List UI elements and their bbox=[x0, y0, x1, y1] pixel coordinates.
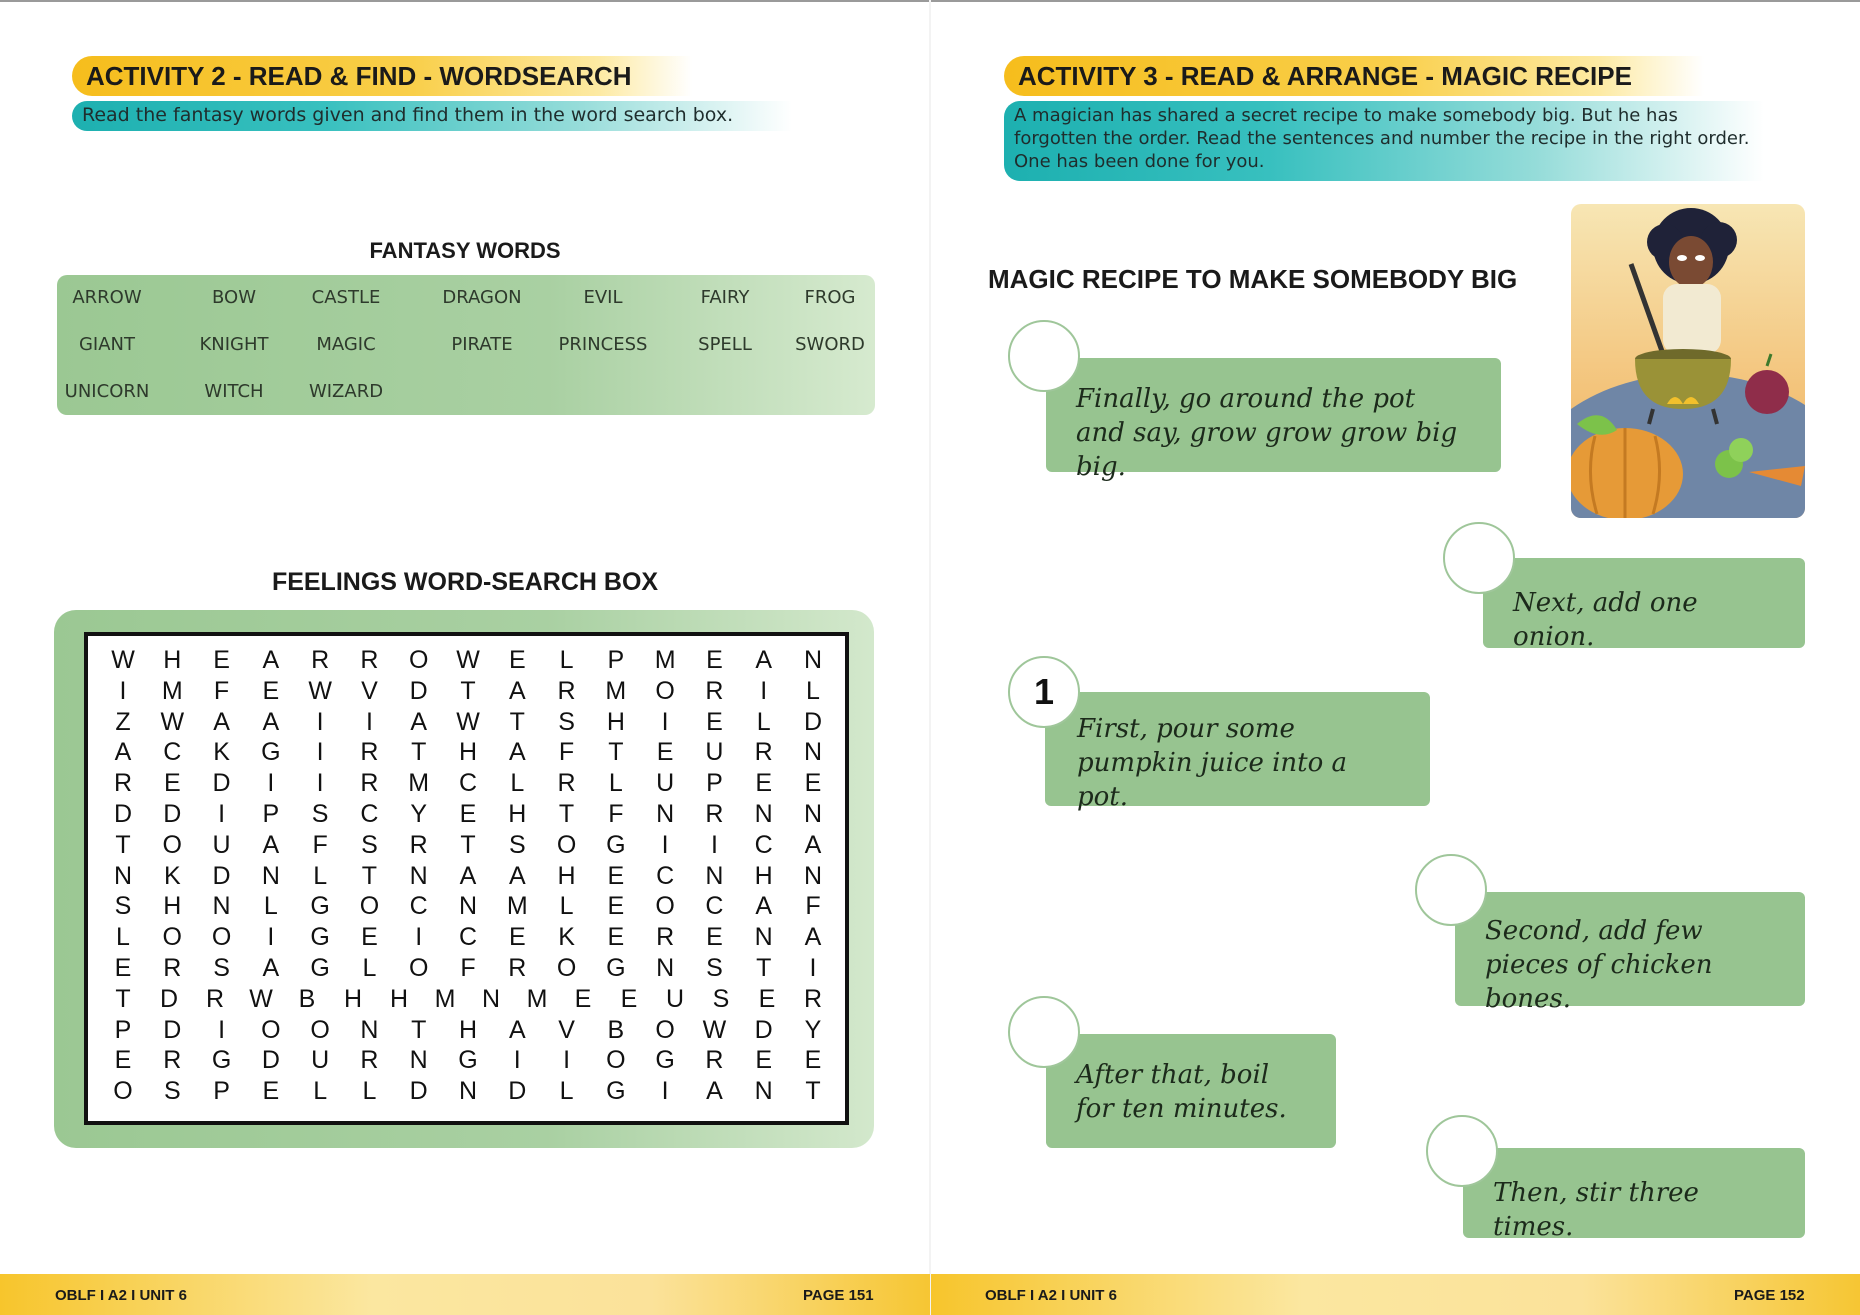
magician-cooking-image bbox=[1571, 204, 1805, 518]
grid-letter[interactable]: H bbox=[389, 984, 409, 1013]
grid-letter[interactable]: W bbox=[456, 646, 480, 674]
grid-letter[interactable]: T bbox=[460, 830, 476, 859]
grid-letter[interactable]: E bbox=[508, 923, 526, 952]
grid-letter[interactable]: S bbox=[706, 954, 723, 982]
grid-row bbox=[106, 646, 831, 676]
grid-letter[interactable]: H bbox=[163, 892, 182, 921]
grid-letter[interactable]: D bbox=[261, 1046, 280, 1075]
grid-letter[interactable]: I bbox=[661, 1077, 669, 1106]
grid-letter[interactable]: A bbox=[262, 707, 280, 736]
grid-letter[interactable]: I bbox=[513, 1046, 521, 1075]
recipe-step-card bbox=[1463, 1148, 1805, 1242]
grid-letter[interactable]: N bbox=[409, 1046, 428, 1075]
grid-letter[interactable]: E bbox=[459, 800, 477, 828]
grid-letter[interactable]: E bbox=[114, 954, 132, 982]
grid-letter[interactable]: E bbox=[213, 646, 230, 674]
grid-letter[interactable]: U bbox=[212, 830, 231, 859]
grid-letter[interactable]: T bbox=[361, 861, 378, 890]
grid-letter[interactable]: O bbox=[261, 1015, 281, 1044]
grid-letter[interactable]: N bbox=[754, 800, 773, 828]
grid-letter[interactable]: I bbox=[119, 676, 127, 705]
grid-row bbox=[106, 769, 831, 799]
fantasy-word: GIANT bbox=[78, 334, 136, 355]
grid-letter[interactable]: S bbox=[508, 830, 526, 859]
fantasy-word: FAIRY bbox=[700, 287, 750, 308]
grid-letter[interactable]: T bbox=[509, 707, 525, 736]
fantasy-word: DRAGON bbox=[442, 287, 522, 308]
grid-letter[interactable]: O bbox=[408, 646, 429, 674]
grid-letter[interactable]: D bbox=[508, 1077, 527, 1106]
fantasy-word: WIZARD bbox=[308, 381, 384, 402]
grid-letter[interactable]: E bbox=[620, 984, 638, 1013]
grid-letter[interactable]: U bbox=[665, 984, 685, 1013]
grid-letter[interactable]: E bbox=[262, 676, 280, 705]
grid-letter[interactable]: T bbox=[558, 800, 575, 828]
grid-letter[interactable]: A bbox=[508, 738, 526, 767]
grid-letter[interactable]: E bbox=[508, 646, 526, 674]
grid-letter[interactable]: S bbox=[163, 1077, 181, 1106]
recipe-step-text: After that, boil for ten minutes. bbox=[1076, 1060, 1287, 1124]
grid-letter[interactable]: R bbox=[754, 738, 773, 767]
grid-letter[interactable]: E bbox=[262, 1077, 280, 1106]
grid-letter[interactable]: N bbox=[360, 1015, 379, 1044]
grid-letter[interactable]: I bbox=[809, 954, 817, 982]
grid-letter[interactable]: G bbox=[655, 1046, 675, 1075]
grid-letter[interactable]: E bbox=[755, 769, 773, 798]
grid-letter[interactable]: D bbox=[409, 676, 428, 705]
grid-letter[interactable]: N bbox=[656, 954, 675, 982]
grid-row bbox=[106, 677, 831, 707]
word-search-heading: FEELINGS WORD-SEARCH BOX bbox=[271, 568, 659, 596]
recipe-step-text: Then, stir three times. bbox=[1493, 1178, 1699, 1242]
grid-letter[interactable]: E bbox=[706, 707, 723, 736]
activity-3-instruction: A magician has shared a secret recipe to make somebody big. But he has forgotten the order. Read the sentences and number the recipe in the right order. One has been done for you. bbox=[1004, 101, 1764, 181]
grid-letter[interactable]: K bbox=[163, 861, 181, 890]
grid-row bbox=[106, 1016, 831, 1046]
grid-letter[interactable]: L bbox=[362, 1077, 377, 1106]
grid-letter[interactable]: R bbox=[409, 830, 428, 859]
grid-letter[interactable]: P bbox=[114, 1015, 132, 1044]
grid-letter[interactable]: R bbox=[705, 800, 724, 828]
grid-letter[interactable]: I bbox=[218, 800, 226, 828]
grid-letter[interactable]: S bbox=[558, 707, 575, 736]
grid-letter[interactable]: R bbox=[705, 1046, 724, 1075]
grid-letter[interactable]: E bbox=[804, 769, 822, 798]
grid-letter[interactable]: I bbox=[563, 1046, 571, 1075]
grid-row bbox=[106, 738, 831, 768]
grid-letter[interactable]: W bbox=[111, 646, 135, 674]
activity-2-instruction: Read the fantasy words given and find them in the word search box. bbox=[72, 101, 792, 131]
fantasy-word: PRINCESS bbox=[558, 334, 648, 355]
grid-letter[interactable]: H bbox=[458, 738, 478, 767]
grid-letter[interactable]: I bbox=[710, 830, 718, 859]
grid-letter[interactable]: O bbox=[655, 676, 675, 705]
grid-letter[interactable]: C bbox=[409, 892, 428, 921]
grid-letter[interactable]: Z bbox=[115, 707, 131, 736]
grid-row bbox=[106, 985, 831, 1015]
fantasy-word: SPELL bbox=[698, 334, 752, 355]
grid-letter[interactable]: U bbox=[311, 1046, 330, 1075]
grid-letter[interactable]: N bbox=[705, 861, 724, 890]
grid-letter[interactable]: A bbox=[755, 892, 773, 921]
grid-letter[interactable]: N bbox=[754, 923, 773, 952]
grid-letter[interactable]: I bbox=[760, 676, 768, 705]
grid-letter[interactable]: R bbox=[803, 984, 823, 1013]
grid-letter[interactable]: A bbox=[508, 676, 526, 705]
fantasy-word: WITCH bbox=[204, 381, 264, 402]
grid-row bbox=[106, 892, 831, 922]
grid-letter[interactable]: R bbox=[705, 676, 724, 705]
magician-illustration bbox=[1571, 204, 1805, 518]
grid-letter[interactable]: F bbox=[805, 892, 821, 921]
grid-letter[interactable]: R bbox=[360, 646, 379, 674]
grid-letter[interactable]: N bbox=[409, 861, 428, 890]
grid-letter[interactable]: E bbox=[758, 984, 776, 1013]
grid-letter[interactable]: L bbox=[313, 1077, 328, 1106]
grid-letter[interactable]: V bbox=[361, 676, 378, 705]
grid-letter[interactable]: O bbox=[408, 954, 429, 982]
grid-letter[interactable]: M bbox=[408, 769, 430, 798]
grid-letter[interactable]: L bbox=[263, 892, 278, 921]
grid-letter[interactable]: L bbox=[510, 769, 525, 798]
grid-letter[interactable]: T bbox=[411, 738, 427, 767]
grid-letter[interactable]: T bbox=[115, 984, 131, 1013]
grid-letter[interactable]: K bbox=[213, 738, 230, 767]
grid-letter[interactable]: N bbox=[803, 800, 823, 828]
grid-letter[interactable]: A bbox=[459, 861, 477, 890]
recipe-step-number-box[interactable] bbox=[1426, 1115, 1498, 1187]
grid-letter[interactable]: A bbox=[755, 646, 773, 674]
grid-letter[interactable]: R bbox=[360, 769, 379, 798]
recipe-step-card bbox=[1483, 558, 1805, 652]
grid-letter[interactable]: I bbox=[365, 707, 373, 736]
grid-letter[interactable]: O bbox=[655, 1015, 675, 1044]
fantasy-word: PIRATE bbox=[451, 334, 513, 355]
grid-letter[interactable]: E bbox=[607, 923, 625, 952]
grid-letter[interactable]: A bbox=[706, 1077, 723, 1106]
recipe-step-number-box[interactable]: 1 bbox=[1008, 656, 1080, 728]
grid-letter[interactable]: D bbox=[212, 769, 231, 798]
grid-letter[interactable]: I bbox=[661, 707, 669, 736]
grid-letter[interactable]: G bbox=[458, 1046, 478, 1075]
grid-letter[interactable]: C bbox=[163, 738, 182, 767]
grid-letter[interactable]: H bbox=[343, 984, 363, 1013]
recipe-step-text: First, pour some pumpkin juice into a pot. bbox=[1077, 714, 1348, 812]
grid-letter[interactable]: G bbox=[310, 892, 330, 921]
grid-letter[interactable]: R bbox=[360, 738, 379, 767]
grid-letter[interactable]: E bbox=[114, 1046, 132, 1075]
grid-letter[interactable]: I bbox=[267, 923, 275, 952]
grid-letter[interactable]: E bbox=[656, 738, 674, 767]
grid-letter[interactable]: R bbox=[163, 954, 182, 982]
footer-left-unit: OBLF I A2 I UNIT 6 bbox=[55, 1287, 187, 1304]
grid-letter[interactable]: W bbox=[702, 1015, 727, 1044]
grid-letter[interactable]: M bbox=[434, 984, 456, 1013]
word-search-grid bbox=[84, 632, 849, 1125]
grid-letter[interactable]: C bbox=[458, 769, 478, 798]
grid-letter[interactable]: W bbox=[249, 984, 273, 1013]
footer-right-unit: OBLF I A2 I UNIT 6 bbox=[985, 1287, 1117, 1304]
grid-letter[interactable]: E bbox=[163, 769, 181, 798]
grid-letter[interactable]: B bbox=[607, 1015, 625, 1044]
grid-letter[interactable]: O bbox=[655, 892, 675, 921]
grid-letter[interactable]: E bbox=[574, 984, 592, 1013]
grid-letter[interactable]: N bbox=[212, 892, 231, 921]
grid-letter[interactable]: R bbox=[205, 984, 225, 1013]
grid-letter[interactable]: L bbox=[559, 646, 574, 674]
grid-letter[interactable]: P bbox=[706, 769, 723, 798]
grid-letter[interactable]: A bbox=[262, 830, 280, 859]
grid-letter[interactable]: U bbox=[656, 769, 675, 798]
grid-letter[interactable]: C bbox=[705, 892, 724, 921]
grid-letter[interactable]: E bbox=[607, 861, 625, 890]
grid-letter[interactable]: I bbox=[316, 738, 324, 767]
grid-letter[interactable]: I bbox=[218, 1015, 226, 1044]
grid-letter[interactable]: O bbox=[211, 923, 232, 952]
grid-letter[interactable]: T bbox=[115, 830, 131, 859]
grid-letter[interactable]: W bbox=[308, 676, 332, 705]
recipe-step-card bbox=[1455, 892, 1805, 1014]
grid-letter[interactable]: H bbox=[458, 1015, 478, 1044]
grid-letter[interactable]: N bbox=[113, 861, 133, 890]
grid-letter[interactable]: N bbox=[803, 861, 823, 890]
grid-letter[interactable]: I bbox=[415, 923, 423, 952]
grid-letter[interactable]: D bbox=[163, 1015, 182, 1044]
grid-letter[interactable]: P bbox=[213, 1077, 230, 1106]
fantasy-word: UNICORN bbox=[64, 381, 150, 402]
grid-letter[interactable]: I bbox=[316, 707, 324, 736]
grid-letter[interactable]: O bbox=[113, 1077, 133, 1106]
grid-row bbox=[106, 862, 831, 892]
grid-letter[interactable]: L bbox=[756, 707, 771, 736]
grid-letter[interactable]: R bbox=[557, 676, 576, 705]
grid-letter[interactable]: D bbox=[159, 984, 179, 1013]
grid-letter[interactable]: L bbox=[806, 676, 820, 705]
grid-letter[interactable]: F bbox=[608, 800, 624, 828]
grid-letter[interactable]: D bbox=[803, 707, 823, 736]
grid-letter[interactable]: R bbox=[656, 923, 675, 952]
grid-letter[interactable]: F bbox=[213, 676, 230, 705]
grid-letter[interactable]: F bbox=[558, 738, 575, 767]
grid-letter[interactable]: G bbox=[261, 738, 281, 767]
grid-letter[interactable]: L bbox=[608, 769, 623, 798]
grid-letter[interactable]: S bbox=[114, 892, 132, 921]
grid-letter[interactable]: E bbox=[804, 1046, 822, 1075]
grid-letter[interactable]: A bbox=[804, 923, 822, 952]
grid-letter[interactable]: A bbox=[508, 1015, 526, 1044]
grid-letter[interactable]: N bbox=[656, 800, 675, 828]
grid-letter[interactable]: E bbox=[607, 892, 625, 921]
fantasy-word: ARROW bbox=[72, 287, 142, 308]
grid-letter[interactable]: C bbox=[754, 830, 773, 859]
grid-letter[interactable]: G bbox=[310, 954, 330, 982]
grid-letter[interactable]: F bbox=[312, 830, 328, 859]
recipe-step-text: Next, add one onion. bbox=[1513, 588, 1698, 652]
recipe-step-text: Second, add few pieces of chicken bones. bbox=[1485, 916, 1713, 1014]
grid-letter[interactable]: N bbox=[261, 861, 280, 890]
grid-letter[interactable]: I bbox=[661, 830, 669, 859]
grid-letter[interactable]: I bbox=[267, 769, 275, 798]
recipe-step-text: Finally, go around the pot and say, grow grow grow big big. bbox=[1076, 384, 1458, 482]
grid-letter[interactable]: A bbox=[213, 707, 230, 736]
grid-letter[interactable]: T bbox=[756, 954, 772, 982]
grid-row bbox=[106, 954, 831, 984]
grid-letter[interactable]: C bbox=[360, 800, 379, 828]
grid-letter[interactable]: H bbox=[754, 861, 773, 890]
grid-letter[interactable]: I bbox=[316, 769, 324, 798]
footer-right-page-number: PAGE 152 bbox=[1734, 1287, 1805, 1304]
activity-3-title: ACTIVITY 3 - READ & ARRANGE - MAGIC RECIPE bbox=[1004, 56, 1704, 96]
grid-letter[interactable]: D bbox=[409, 1077, 428, 1106]
grid-letter[interactable]: A bbox=[804, 830, 822, 859]
grid-letter[interactable]: T bbox=[411, 1015, 427, 1044]
grid-letter[interactable]: D bbox=[163, 800, 182, 828]
grid-letter[interactable]: R bbox=[113, 769, 133, 798]
grid-letter[interactable]: D bbox=[212, 861, 231, 890]
grid-letter[interactable]: E bbox=[755, 1046, 773, 1075]
grid-letter[interactable]: N bbox=[458, 1077, 478, 1106]
grid-letter[interactable]: E bbox=[361, 923, 378, 952]
activity-2-title: ACTIVITY 2 - READ & FIND - WORDSEARCH bbox=[72, 56, 692, 96]
grid-letter[interactable]: S bbox=[361, 830, 378, 859]
grid-letter[interactable]: D bbox=[754, 1015, 773, 1044]
grid-row bbox=[106, 708, 831, 738]
grid-letter[interactable]: R bbox=[163, 1046, 182, 1075]
grid-letter[interactable]: R bbox=[360, 1046, 379, 1075]
grid-letter[interactable]: O bbox=[162, 923, 182, 952]
recipe-step-card bbox=[1045, 692, 1430, 812]
grid-letter[interactable]: L bbox=[559, 892, 574, 921]
fantasy-words-heading: FANTASY WORDS bbox=[369, 238, 561, 263]
grid-letter[interactable]: Y bbox=[410, 800, 428, 828]
grid-row bbox=[106, 800, 831, 830]
fantasy-word: KNIGHT bbox=[199, 334, 269, 355]
grid-letter[interactable]: W bbox=[456, 707, 480, 736]
recipe-step-number-box[interactable] bbox=[1443, 522, 1515, 594]
grid-letter[interactable]: A bbox=[114, 738, 132, 767]
grid-letter[interactable]: A bbox=[508, 861, 526, 890]
grid-letter[interactable]: N bbox=[754, 1077, 773, 1106]
grid-letter[interactable]: S bbox=[213, 954, 230, 982]
grid-letter[interactable]: C bbox=[458, 923, 478, 952]
grid-letter[interactable]: U bbox=[705, 738, 724, 767]
grid-letter[interactable]: E bbox=[706, 923, 723, 952]
grid-letter[interactable]: T bbox=[805, 1077, 821, 1106]
recipe-step-card bbox=[1046, 1034, 1336, 1148]
grid-letter[interactable]: O bbox=[606, 1046, 626, 1075]
grid-letter[interactable]: R bbox=[508, 954, 527, 982]
grid-letter[interactable]: A bbox=[410, 707, 428, 736]
grid-letter[interactable]: M bbox=[161, 676, 183, 705]
footer-left-page-number: PAGE 151 bbox=[803, 1287, 874, 1304]
recipe-step-number-box[interactable] bbox=[1415, 854, 1487, 926]
grid-letter[interactable]: E bbox=[706, 646, 723, 674]
grid-letter[interactable]: V bbox=[558, 1015, 575, 1044]
grid-letter[interactable]: O bbox=[556, 954, 577, 982]
grid-letter[interactable]: P bbox=[262, 800, 280, 828]
grid-letter[interactable]: R bbox=[557, 769, 576, 798]
grid-letter[interactable]: G bbox=[211, 1046, 232, 1075]
grid-letter[interactable]: S bbox=[712, 984, 730, 1013]
grid-letter[interactable]: M bbox=[526, 984, 548, 1013]
grid-letter[interactable]: T bbox=[460, 676, 476, 705]
fantasy-word: EVIL bbox=[583, 287, 623, 308]
grid-letter[interactable]: N bbox=[803, 646, 823, 674]
grid-letter[interactable]: G bbox=[606, 954, 626, 982]
grid-letter[interactable]: C bbox=[656, 861, 675, 890]
grid-letter[interactable]: A bbox=[262, 954, 280, 982]
grid-letter[interactable]: N bbox=[458, 892, 478, 921]
fantasy-word: SWORD bbox=[795, 334, 865, 355]
grid-row bbox=[106, 1077, 831, 1107]
grid-letter[interactable]: M bbox=[506, 892, 528, 921]
recipe-step-number-box[interactable] bbox=[1008, 996, 1080, 1068]
grid-letter[interactable]: K bbox=[558, 923, 575, 952]
grid-letter[interactable]: H bbox=[163, 646, 182, 674]
fantasy-word: MAGIC bbox=[316, 334, 376, 355]
grid-letter[interactable]: W bbox=[160, 707, 185, 736]
grid-letter[interactable]: H bbox=[557, 861, 576, 890]
grid-letter[interactable]: O bbox=[359, 892, 380, 921]
grid-letter[interactable]: O bbox=[556, 830, 577, 859]
grid-letter[interactable]: M bbox=[654, 646, 676, 674]
fantasy-word: CASTLE bbox=[311, 287, 381, 308]
grid-letter[interactable]: G bbox=[310, 923, 330, 952]
grid-letter[interactable]: O bbox=[310, 1015, 330, 1044]
grid-row bbox=[106, 923, 831, 953]
grid-letter[interactable]: L bbox=[559, 1077, 574, 1106]
grid-letter[interactable]: S bbox=[311, 800, 329, 828]
grid-letter[interactable]: D bbox=[113, 800, 133, 828]
grid-letter[interactable]: T bbox=[608, 738, 624, 767]
grid-letter[interactable]: R bbox=[311, 646, 330, 674]
grid-letter[interactable]: B bbox=[298, 984, 316, 1013]
grid-row bbox=[106, 831, 831, 861]
grid-letter[interactable]: O bbox=[162, 830, 182, 859]
grid-letter[interactable]: Y bbox=[804, 1015, 822, 1044]
grid-letter[interactable]: G bbox=[606, 1077, 626, 1106]
grid-letter[interactable]: M bbox=[605, 676, 627, 705]
grid-letter[interactable]: L bbox=[313, 861, 328, 890]
grid-letter[interactable]: A bbox=[262, 646, 280, 674]
grid-letter[interactable]: N bbox=[481, 984, 501, 1013]
grid-row bbox=[106, 1046, 831, 1076]
recipe-step-card bbox=[1046, 358, 1501, 482]
page-spine bbox=[929, 0, 931, 1315]
recipe-heading: MAGIC RECIPE TO MAKE SOMEBODY BIG bbox=[988, 264, 1518, 294]
fantasy-word: FROG bbox=[804, 287, 856, 308]
grid-letter[interactable]: H bbox=[508, 800, 527, 828]
grid-letter[interactable]: N bbox=[803, 738, 823, 767]
grid-letter[interactable]: G bbox=[606, 830, 626, 859]
grid-letter[interactable]: L bbox=[362, 954, 377, 982]
grid-letter[interactable]: F bbox=[460, 954, 476, 982]
grid-letter[interactable]: L bbox=[116, 923, 130, 952]
recipe-step-number-box[interactable] bbox=[1008, 320, 1080, 392]
grid-letter[interactable]: H bbox=[606, 707, 625, 736]
grid-letter[interactable]: P bbox=[607, 646, 625, 674]
fantasy-word: BOW bbox=[212, 287, 256, 308]
